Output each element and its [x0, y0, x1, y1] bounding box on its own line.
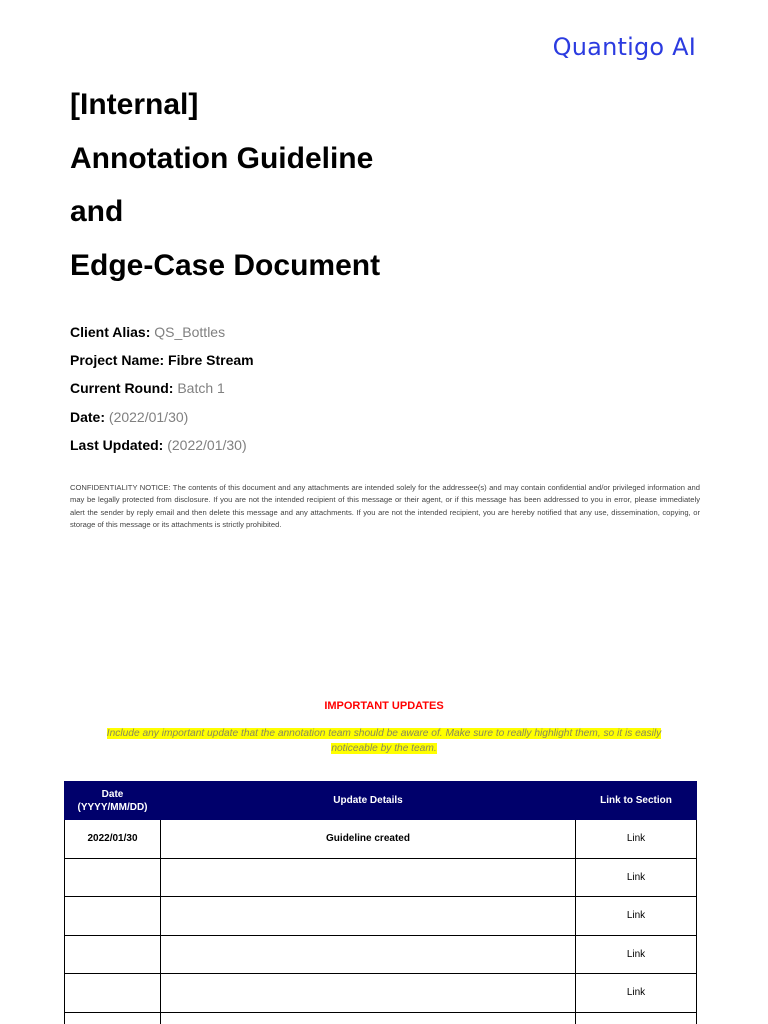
- cell-date: [65, 897, 161, 936]
- highlighted-instruction-text: Include any important update that the annotation team should be aware of. Make sure to really highlight them, so it is easily noticeable by the team.: [106, 728, 662, 754]
- meta-current-round: [70, 374, 254, 402]
- table-row: [65, 935, 697, 974]
- column-header-date-line: Date: [101, 788, 124, 800]
- section-link[interactable]: [576, 1012, 697, 1024]
- title-line: [Internal]: [70, 88, 199, 121]
- cell-date: [65, 935, 161, 974]
- column-header-date: [65, 782, 161, 820]
- highlighted-instruction: [84, 726, 684, 756]
- title-line: Annotation Guideline: [70, 141, 374, 175]
- cell-details: [161, 897, 576, 936]
- column-header-date-format: (YYYY/MM/DD): [77, 801, 148, 813]
- meta-last-updated: [70, 431, 254, 459]
- cell-details: Guideline created: [161, 820, 576, 859]
- project-metadata: [70, 318, 254, 459]
- meta-value: Fibre Stream: [168, 352, 254, 369]
- table-row: [65, 820, 697, 859]
- section-link[interactable]: Link: [576, 858, 697, 897]
- cell-date: [65, 1012, 161, 1024]
- important-updates-heading: IMPORTANT UPDATES: [324, 700, 444, 712]
- confidentiality-notice: CONFIDENTIALITY NOTICE: The contents of this document and any attachments are intended solely for the addressee(s) and may contain confidential and/or privileged information and may be legally protected from disclosure. If you are not the intended recipient of this message or their agent, or if this message has been addressed to you in error, please immediately alert the sender by reply email and then delete this message and any attachments. If you are not the intended recipient, you are hereby notified that any use, dissemination, copying, or storage of this message or its attachments is strictly prohibited.: [70, 483, 700, 529]
- meta-value: Batch 1: [177, 380, 225, 397]
- cell-details: [161, 1012, 576, 1024]
- meta-date: [70, 403, 254, 431]
- cell-details: [161, 974, 576, 1013]
- meta-value: QS_Bottles: [154, 324, 226, 340]
- cell-details: [161, 935, 576, 974]
- meta-label: Project Name:: [70, 352, 165, 369]
- brand-logo: Quantigo AI: [552, 33, 696, 61]
- meta-label: Last Updated:: [70, 436, 164, 453]
- cell-details: [161, 858, 576, 897]
- table-row: [65, 858, 697, 897]
- cell-date: [65, 858, 161, 897]
- section-link[interactable]: Link: [576, 897, 697, 936]
- document-title: [70, 78, 380, 292]
- cell-date: [65, 974, 161, 1013]
- meta-value: (2022/01/30): [167, 436, 247, 453]
- section-link[interactable]: Link: [576, 820, 697, 859]
- table-row: [65, 1012, 697, 1024]
- title-line: Edge-Case Document: [70, 248, 381, 282]
- meta-client-alias: [70, 318, 254, 346]
- table-header-row: [65, 782, 697, 820]
- updates-table: [64, 781, 697, 1024]
- table-row: [65, 897, 697, 936]
- table-row: [65, 974, 697, 1013]
- title-line: and: [70, 195, 124, 228]
- section-link[interactable]: Link: [576, 974, 697, 1013]
- meta-label: Client Alias:: [70, 324, 151, 340]
- cell-date: 2022/01/30: [65, 820, 161, 859]
- meta-label: Current Round:: [70, 380, 174, 397]
- meta-value: (2022/01/30): [108, 408, 189, 425]
- meta-project-name: [70, 346, 254, 374]
- column-header-update-details: Update Details: [161, 782, 576, 820]
- section-link[interactable]: Link: [576, 935, 697, 974]
- meta-label: Date:: [70, 408, 106, 425]
- column-header-link-to-section: Link to Section: [576, 782, 697, 820]
